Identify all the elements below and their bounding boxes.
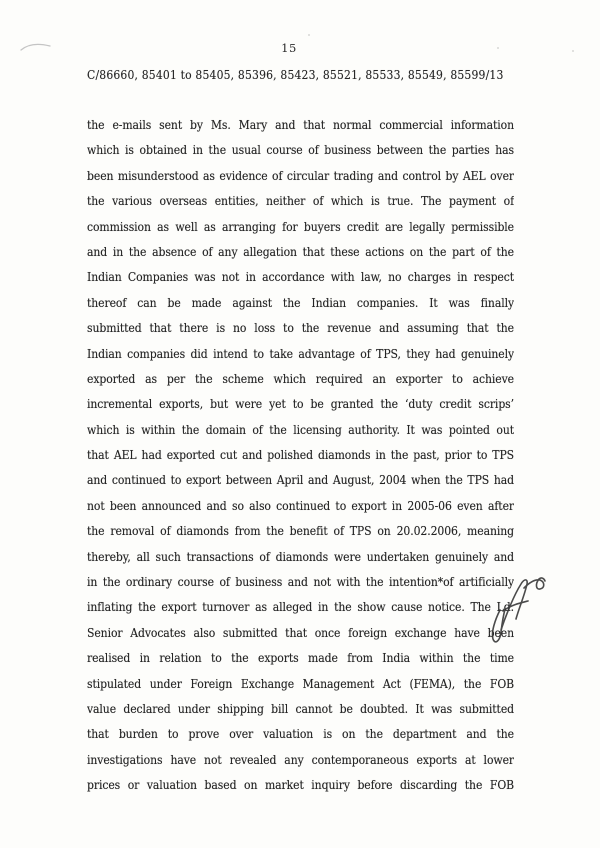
body-line: submitted that there is no loss to the revenue and assuming that the — [87, 321, 515, 336]
body-line: stipulated under Foreign Exchange Management Act (FEMA), the FOB — [87, 676, 515, 691]
body-line: been misunderstood as evidence of circular trading and control by AEL over — [87, 168, 515, 183]
body-line: that burden to prove over valuation is on the department and the — [87, 727, 515, 742]
case-number-header — [87, 64, 550, 83]
body-line: thereof can be made against the Indian companies. It was finally — [87, 295, 515, 310]
body-line: exported as per the scheme which required an exporter to achieve — [87, 371, 515, 386]
body-line: Senior Advocates also submitted that once foreign exchange have been — [87, 625, 515, 640]
scan-speck — [308, 34, 310, 36]
body-line: inflating the export turnover as alleged in the show cause notice. The Ld. — [87, 600, 515, 615]
body-line: the various overseas entities, neither of which is true. The payment of — [87, 194, 515, 209]
body-line: commission as well as arranging for buyers credit are legally permissible — [87, 219, 515, 234]
body-line: that AEL had exported cut and polished diamonds in the past, prior to TPS — [87, 448, 515, 463]
body-line: realised in relation to the exports made from India within the time — [87, 651, 515, 666]
body-line: in the ordinary course of business and not with the intention*of artificially — [87, 575, 515, 590]
body-line: value declared under shipping bill cannot be doubted. It was submitted — [87, 701, 515, 716]
signature-initials-icon — [483, 574, 563, 654]
body-line: which is within the domain of the licensing authority. It was pointed out — [87, 422, 515, 437]
body-line: the e-mails sent by Ms. Mary and that normal commercial information — [87, 118, 515, 132]
body-line: thereby, all such transactions of diamonds were undertaken genuinely and — [87, 549, 515, 564]
case-number-text: C/86660, 85401 to 85405, 85396, 85423, 85521, 85533, 85549, 85599/13 — [87, 68, 504, 82]
body-paragraph — [87, 113, 514, 799]
body-line: the removal of diamonds from the benefit of TPS on 20.02.2006, meaning — [87, 524, 515, 539]
body-line: Indian companies did intend to take advantage of TPS, they had genuinely — [87, 346, 515, 361]
body-line: incremental exports, but were yet to be granted the ‘duty credit scrips’ — [87, 397, 515, 412]
body-line: and continued to export between April and August, 2004 when the TPS had — [87, 473, 515, 488]
body-line: prices or valuation based on market inquiry before discarding the FOB — [87, 778, 515, 793]
body-line: not been announced and so also continued to export in 2005-06 even after — [87, 498, 515, 513]
body-line: Indian Companies was not in accordance with law, no charges in respect — [87, 270, 515, 285]
body-line: investigations have not revealed any contemporaneous exports at lower — [87, 752, 515, 767]
body-line: and in the absence of any allegation that these actions on the part of the — [87, 244, 515, 259]
body-line: which is obtained in the usual course of business between the parties has — [87, 143, 515, 158]
page-number: 15 — [281, 41, 297, 55]
